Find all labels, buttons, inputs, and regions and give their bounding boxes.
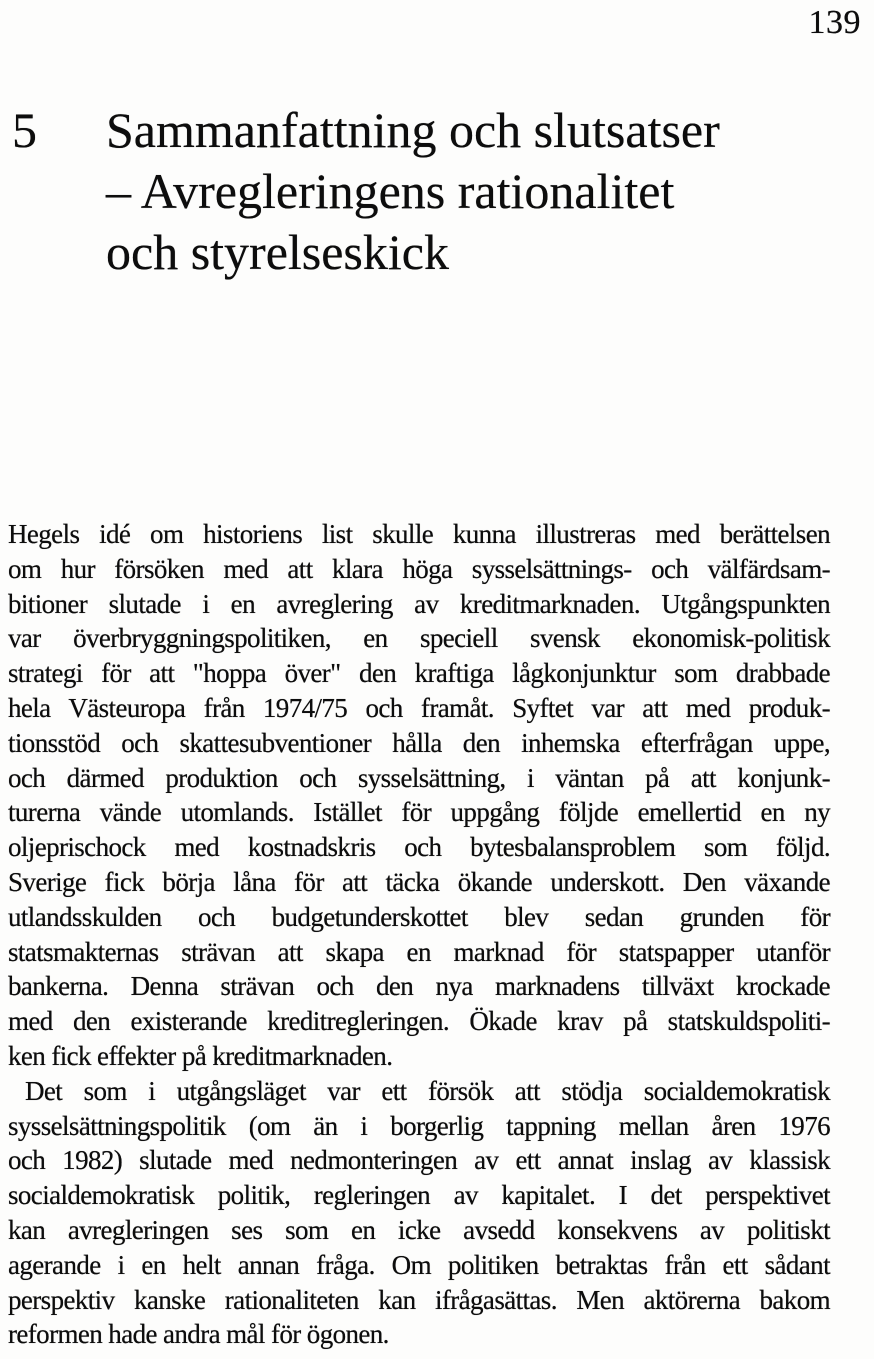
chapter-number: 5	[12, 102, 37, 158]
body-text-line: statsmakternas strävan att skapa en marknad för statspapper utanför	[8, 936, 830, 967]
page-number: 139	[808, 4, 861, 41]
body-text-line: tionsstöd och skattesubventioner hålla den inhemska efterfrågan uppe,	[8, 727, 830, 758]
body-text-line: utlandsskulden och budgetunderskottet blev sedan grunden för	[8, 901, 830, 932]
body-text-line: och 1982) slutade med nedmonteringen av ett annat inslag av klassisk	[8, 1145, 830, 1176]
body-text-line: turerna vände utomlands. Istället för uppgång följde emellertid en ny	[8, 797, 830, 828]
body-text-line: Hegels idé om historiens list skulle kunna illustreras med berättelsen	[8, 519, 830, 549]
chapter-title-line-3: och styrelseskick	[106, 224, 449, 280]
body-text-line: socialdemokratisk politik, regleringen av kapitalet. I det perspektivet	[8, 1180, 830, 1211]
body-text-line: Det som i utgångsläget var ett försök att stödja socialdemokratisk	[25, 1075, 830, 1106]
body-text-line: kan avregleringen ses som en icke avsedd konsekvens av politiskt	[8, 1214, 830, 1245]
body-text-line: bitioner slutade i en avreglering av kreditmarknaden. Utgångspunkten	[8, 588, 830, 619]
body-text-line: Sverige fick börja låna för att täcka ökande underskott. Den växande	[8, 866, 830, 897]
body-text-line: med den existerande kreditregleringen. Ökade krav på statskuldspoliti-	[8, 1006, 830, 1037]
body-text-line: hela Västeuropa från 1974/75 och framåt. Syftet var att med produk-	[8, 692, 830, 723]
body-text-line: var överbryggningspolitiken, en speciell svensk ekonomisk-politisk	[8, 623, 830, 654]
body-text	[8, 517, 830, 1352]
body-text-line: oljeprischock med kostnadskris och bytesbalansproblem som följd.	[8, 832, 830, 863]
body-text-line: perspektiv kanske rationaliteten kan ifrågasättas. Men aktörerna bakom	[8, 1284, 830, 1315]
body-text-line: strategi för att "hoppa över" den kraftiga lågkonjunktur som drabbade	[8, 658, 830, 689]
body-text-line: och därmed produktion och sysselsättning, i väntan på att konjunk-	[8, 762, 830, 793]
chapter-heading	[12, 100, 832, 283]
paragraph-2	[8, 1074, 830, 1352]
body-text-line: agerande i en helt annan fråga. Om politiken betraktas från ett sådant	[8, 1249, 830, 1280]
body-text-line: reformen hade andra mål för ögonen.	[8, 1319, 389, 1350]
chapter-title	[106, 100, 832, 283]
chapter-title-line-1: Sammanfattning och slutsatser	[106, 102, 720, 158]
chapter-title-line-2: – Avregleringens rationalitet	[106, 163, 675, 219]
body-text-line: ken fick effekter på kreditmarknaden.	[8, 1040, 393, 1071]
body-text-line: om hur försöken med att klara höga sysselsättnings- och välfärdsam-	[8, 553, 830, 584]
body-text-line: sysselsättningspolitik (om än i borgerlig tappning mellan åren 1976	[8, 1110, 830, 1141]
body-text-line: bankerna. Denna strävan och den nya marknadens tillväxt krockade	[8, 971, 830, 1002]
paragraph-1	[8, 517, 830, 1074]
